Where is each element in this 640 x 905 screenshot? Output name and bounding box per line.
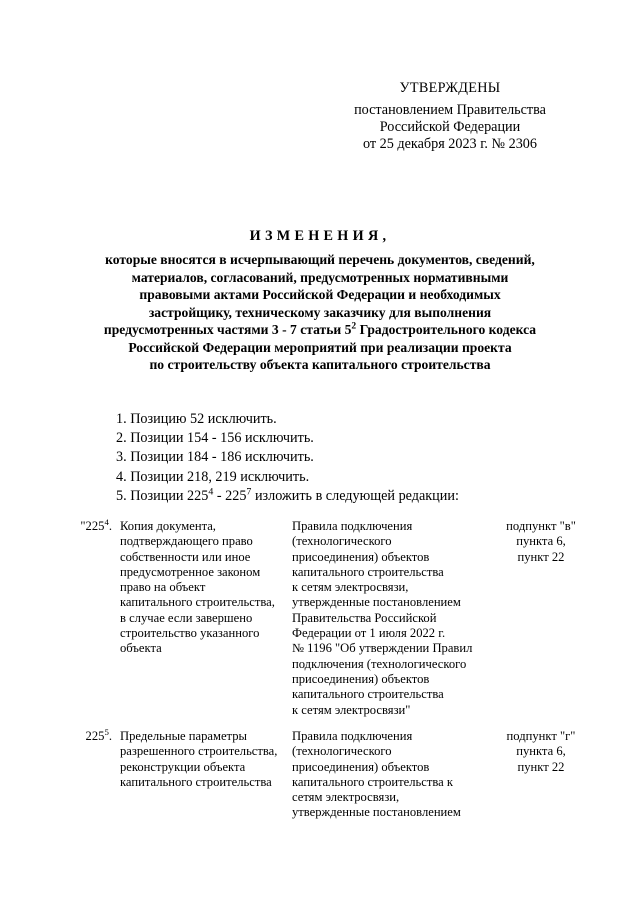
subtitle-text: Градостроительного кодекса xyxy=(356,322,537,337)
cell-line: реконструкции объекта xyxy=(120,759,246,774)
approval-line: постановлением Правительства xyxy=(354,102,546,118)
cell-line: пункт 22 xyxy=(517,549,565,564)
cell-line: подпункт "в" xyxy=(506,519,576,533)
list-item: 4. Позиции 218, 219 исключить. xyxy=(116,468,310,485)
amendments-list xyxy=(116,410,596,506)
cell-line: капитального строительства к xyxy=(292,774,453,789)
cell-line: присоединения) объектов xyxy=(292,671,430,686)
position-number xyxy=(72,516,112,534)
cell-line: присоединения) объектов xyxy=(292,549,430,564)
superscript: 7 xyxy=(246,486,252,498)
list-item: 2. Позиции 154 - 156 исключить. xyxy=(116,430,314,447)
cell-line: (технологического xyxy=(292,744,392,759)
approval-line: Российской Федерации xyxy=(379,119,521,135)
cell-line: пункта 6, xyxy=(516,744,566,759)
approval-stamp xyxy=(330,80,570,153)
position-number-text: 225 xyxy=(85,729,105,743)
cell-line: подтверждающего право xyxy=(120,534,253,549)
cell-line: сетям электросвязи, xyxy=(292,790,400,805)
cell-line: присоединения) объектов xyxy=(292,759,430,774)
superscript: 4 xyxy=(208,486,214,498)
cell-line: разрешенного строительства, xyxy=(120,744,278,759)
list-item-text: 5. Позиции 225 xyxy=(116,487,209,504)
superscript: 5 xyxy=(104,726,109,737)
list-item xyxy=(116,487,596,506)
document-name-cell xyxy=(120,729,280,790)
cell-line: Предельные параметры xyxy=(120,729,247,743)
reference-cell xyxy=(480,729,582,775)
reference-cell xyxy=(480,519,582,565)
position-number-suffix: . xyxy=(108,519,112,533)
cell-line: право на объект xyxy=(120,580,206,595)
list-item: 3. Позиции 184 - 186 исключить. xyxy=(116,449,314,466)
subtitle-line xyxy=(70,321,570,339)
list-item-text: изложить в следующей редакции: xyxy=(251,487,459,504)
cell-line: № 1196 "Об утверждении Правил xyxy=(292,641,473,656)
cell-line: подпункт "г" xyxy=(506,729,576,743)
cell-line: пункта 6, xyxy=(516,534,566,549)
cell-line: капитального строительства, xyxy=(120,595,275,610)
cell-line: Федерации от 1 июля 2022 г. xyxy=(292,626,446,641)
cell-line: Правительства Российской xyxy=(292,610,437,625)
superscript: 4 xyxy=(104,516,109,527)
document-subtitle xyxy=(70,251,570,374)
subtitle-line: Российской Федерации мероприятий при реализации проекта xyxy=(128,339,512,355)
subtitle-line: по строительству объекта капитального строительства xyxy=(149,357,491,372)
cell-line: объекта xyxy=(120,641,162,656)
cell-line: Копия документа, xyxy=(120,519,216,533)
legal-act-cell xyxy=(292,729,472,821)
cell-line: (технологического xyxy=(292,534,392,549)
position-number-text: "225 xyxy=(80,519,105,533)
approval-date-number: от 25 декабря 2023 г. № 2306 xyxy=(363,136,537,152)
cell-line: капитального строительства xyxy=(120,774,272,789)
subtitle-line: правовыми актами Российской Федерации и необходимых xyxy=(139,287,501,302)
legal-act-cell xyxy=(292,519,472,718)
subtitle-text: предусмотренных частями 3 - 7 статьи 5 xyxy=(103,322,352,337)
cell-line: Правила подключения xyxy=(292,729,413,743)
cell-line: капитального строительства xyxy=(292,687,444,702)
cell-line: собственности или иное xyxy=(120,549,251,564)
document-name-cell xyxy=(120,519,280,657)
superscript: 2 xyxy=(351,321,357,332)
cell-line: к сетям электросвязи" xyxy=(292,702,411,717)
subtitle-line: которые вносятся в исчерпывающий перечень документов, сведений, xyxy=(105,252,535,267)
list-item: 1. Позицию 52 исключить. xyxy=(116,411,277,427)
position-number xyxy=(72,726,112,744)
document-title: ИЗМЕНЕНИЯ, xyxy=(249,228,391,244)
cell-line: пункт 22 xyxy=(517,759,565,774)
list-item-text: - 225 xyxy=(213,487,247,504)
cell-line: предусмотренное законом xyxy=(120,564,261,579)
cell-line: утвержденные постановлением xyxy=(292,805,461,820)
cell-line: подключения (технологического xyxy=(292,656,467,671)
approval-heading: УТВЕРЖДЕНЫ xyxy=(399,80,501,96)
subtitle-line: застройщику, техническому заказчику для выполнения xyxy=(148,304,492,320)
position-number-suffix: . xyxy=(108,729,112,743)
cell-line: капитального строительства xyxy=(292,564,444,579)
cell-line: Правила подключения xyxy=(292,519,413,533)
cell-line: утвержденные постановлением xyxy=(292,595,461,610)
cell-line: строительство указанного xyxy=(120,626,260,641)
cell-line: в случае если завершено xyxy=(120,610,253,625)
subtitle-line: материалов, согласований, предусмотренных нормативными xyxy=(131,269,509,285)
cell-line: к сетям электросвязи, xyxy=(292,580,409,595)
